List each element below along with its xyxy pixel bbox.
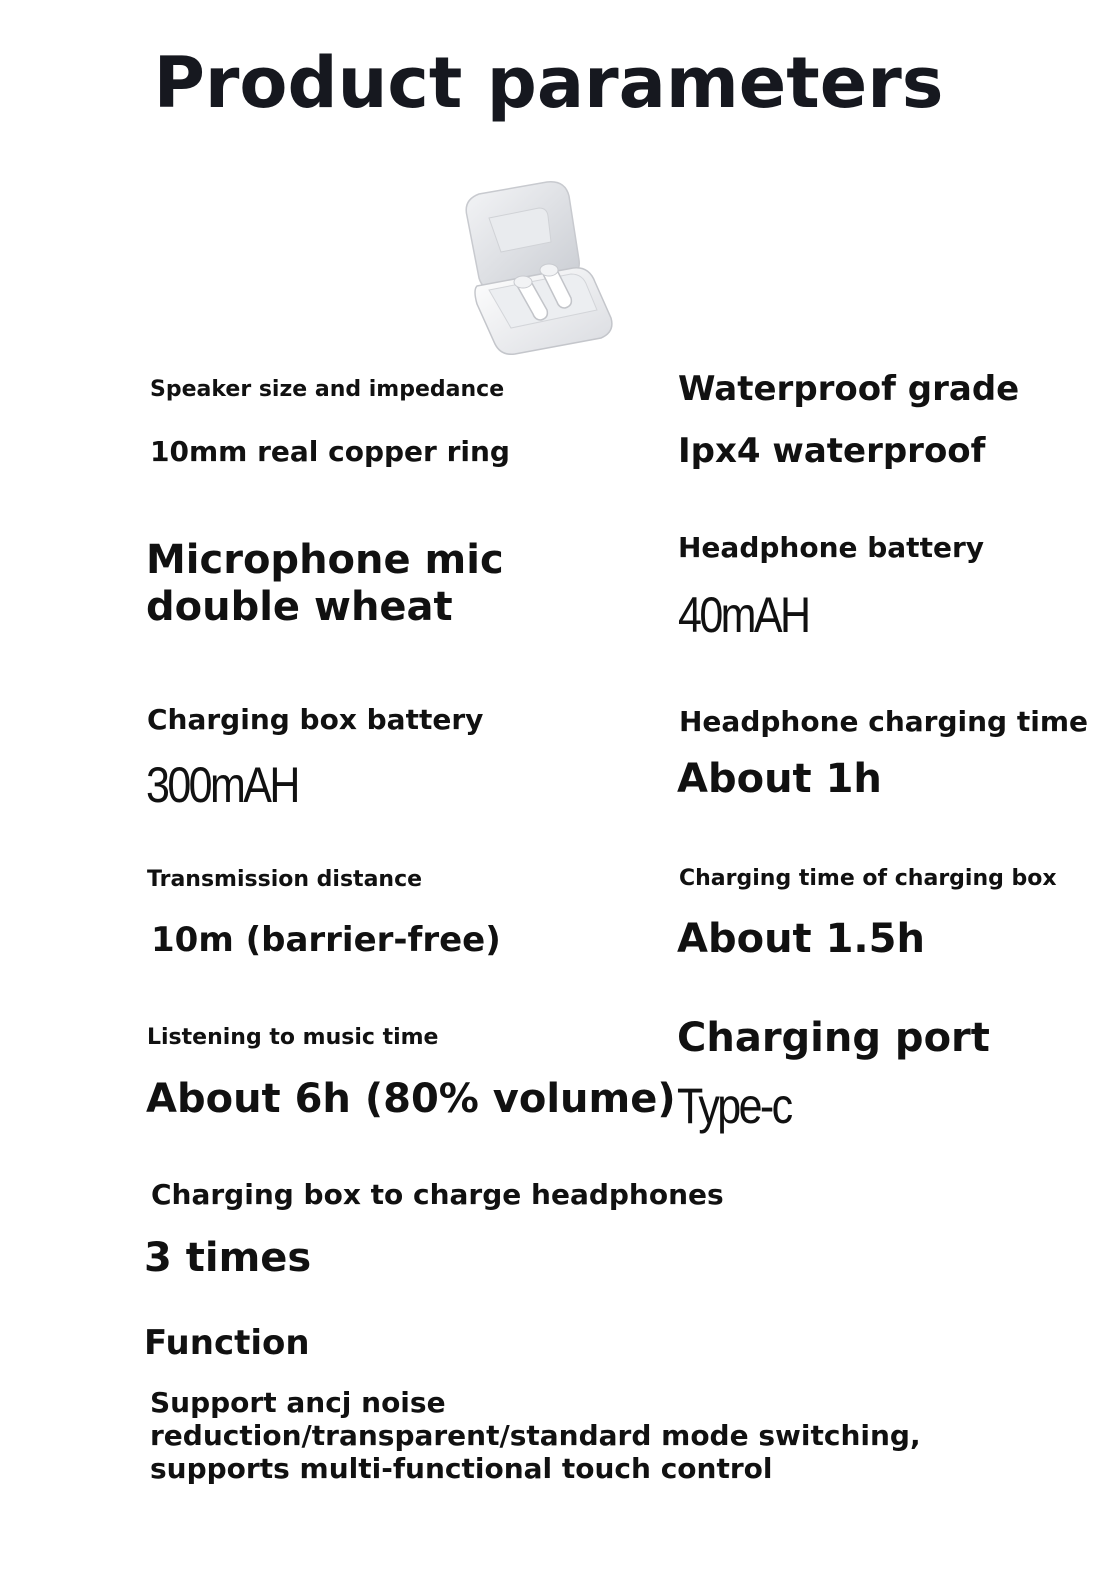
- box-battery-label: Charging box battery: [147, 703, 484, 736]
- microphone-line2: double wheat: [146, 584, 453, 630]
- function-line1: Support ancj noise: [150, 1386, 446, 1419]
- music-time-value: About 6h (80% volume): [146, 1076, 676, 1122]
- headphone-charging-time-label: Headphone charging time: [679, 705, 1088, 738]
- box-charges-value: 3 times: [144, 1235, 312, 1281]
- music-time-label: Listening to music time: [147, 1025, 439, 1050]
- earbuds-case-image: [455, 178, 620, 358]
- function-label: Function: [144, 1323, 310, 1363]
- transmission-value: 10m (barrier-free): [151, 920, 501, 960]
- box-charging-time-value: About 1.5h: [677, 916, 925, 962]
- charging-port-value: Type-c: [677, 1078, 791, 1134]
- speaker-label: Speaker size and impedance: [150, 377, 505, 402]
- microphone-line1: Microphone mic: [146, 537, 504, 583]
- headphone-battery-label: Headphone battery: [678, 531, 985, 564]
- waterproof-value: Ipx4 waterproof: [678, 431, 986, 471]
- box-charging-time-label: Charging time of charging box: [679, 866, 1057, 891]
- page-title: Product parameters: [153, 42, 944, 124]
- charging-port-label: Charging port: [677, 1015, 990, 1061]
- speaker-value: 10mm real copper ring: [150, 435, 510, 468]
- box-battery-value: 300mAH: [146, 757, 298, 813]
- function-line2: reduction/transparent/standard mode switching,: [150, 1419, 921, 1452]
- function-line3: supports multi-functional touch control: [150, 1452, 773, 1485]
- transmission-label: Transmission distance: [147, 867, 423, 892]
- headphone-battery-value: 40mAH: [678, 587, 809, 643]
- waterproof-label: Waterproof grade: [678, 369, 1020, 409]
- headphone-charging-time-value: About 1h: [677, 756, 882, 802]
- box-charges-label: Charging box to charge headphones: [151, 1178, 724, 1211]
